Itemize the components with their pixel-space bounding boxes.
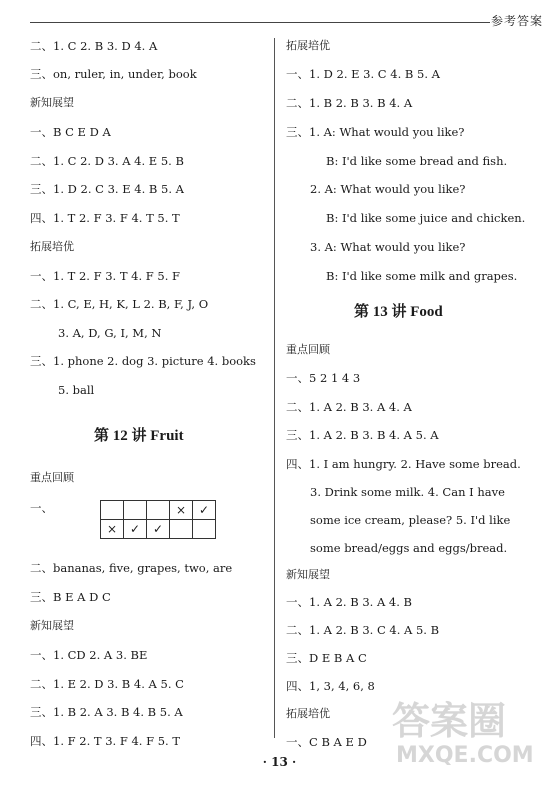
grid-cell xyxy=(193,520,216,539)
answer-row: B: I'd like some milk and grapes. xyxy=(326,269,518,283)
answer-row: 二、1. C, E, H, K, L 2. B, F, J, O xyxy=(30,297,209,311)
section-label: 拓展培优 xyxy=(286,707,330,720)
answer-row: 一、1. A 2. B 3. A 4. B xyxy=(286,595,412,609)
answer-row: B: I'd like some bread and fish. xyxy=(326,154,508,168)
section-label: 重点回顾 xyxy=(30,471,74,484)
answer-row: 三、1. B 2. A 3. B 4. B 5. A xyxy=(30,705,183,719)
answer-row: 一、5 2 1 4 3 xyxy=(286,371,361,385)
grid-cell xyxy=(147,501,170,520)
grid-cell: × xyxy=(101,520,124,539)
answer-row: 三、on, ruler, in, under, book xyxy=(30,67,197,81)
answer-row: 二、1. E 2. D 3. B 4. A 5. C xyxy=(30,677,184,691)
answer-row: 三、D E B A C xyxy=(286,651,367,665)
header-rule xyxy=(30,22,490,23)
answer-row: 三、1. D 2. C 3. E 4. B 5. A xyxy=(30,182,184,196)
lesson-title: 第 12 讲 Fruit xyxy=(94,428,184,444)
grid-cell xyxy=(101,501,124,520)
lesson-title: 第 13 讲 Food xyxy=(354,304,443,320)
grid-cell xyxy=(124,501,147,520)
grid-cell: ✓ xyxy=(124,520,147,539)
watermark-text: 答案圈 xyxy=(392,699,507,743)
answer-row: 一、1. CD 2. A 3. BE xyxy=(30,648,148,662)
section-label: 重点回顾 xyxy=(286,343,330,356)
grid-cell: × xyxy=(170,501,193,520)
section-label: 新知展望 xyxy=(30,619,74,632)
column-divider xyxy=(274,38,275,738)
answer-row: 一、1. D 2. E 3. C 4. B 5. A xyxy=(286,67,440,81)
answer-row: 3. A, D, G, I, M, N xyxy=(58,326,162,340)
answer-row: 二、bananas, five, grapes, two, are xyxy=(30,561,233,575)
grid-cell: ✓ xyxy=(193,501,216,520)
answer-row: 二、1. B 2. B 3. B 4. A xyxy=(286,96,413,110)
section-label: 新知展望 xyxy=(286,568,330,581)
answer-row: some bread/eggs and eggs/bread. xyxy=(310,541,508,555)
section-label: 拓展培优 xyxy=(286,39,330,52)
answer-row: B: I'd like some juice and chicken. xyxy=(326,211,526,225)
answer-row: 一、C B A E D xyxy=(286,735,367,749)
answer-row: 5. ball xyxy=(58,383,95,397)
answer-row: 三、1. A 2. B 3. B 4. A 5. A xyxy=(286,428,439,442)
answer-row: 四、1. T 2. F 3. F 4. T 5. T xyxy=(30,211,180,225)
answer-grid xyxy=(100,500,216,539)
section-label: 新知展望 xyxy=(30,96,74,109)
page-header-title: 参考答案 xyxy=(490,14,543,28)
watermark-logo-icon xyxy=(392,690,552,765)
grid-cell xyxy=(170,520,193,539)
section-label: 拓展培优 xyxy=(30,240,74,253)
answer-row: 四、1, 3, 4, 6, 8 xyxy=(286,679,375,693)
grid-cell: ✓ xyxy=(147,520,170,539)
answer-row: 2. A: What would you like? xyxy=(310,182,466,196)
answer-row: 四、1. F 2. T 3. F 4. F 5. T xyxy=(30,734,181,748)
answer-row-prefix: 一、 xyxy=(30,501,53,515)
answer-row: 3. Drink some milk. 4. Can I have xyxy=(310,485,505,499)
answer-row: 3. A: What would you like? xyxy=(310,240,466,254)
watermark xyxy=(392,690,552,765)
answer-row: 二、1. C 2. D 3. A 4. E 5. B xyxy=(30,154,184,168)
answer-row: some ice cream, please? 5. I'd like xyxy=(310,513,511,527)
answer-row: 二、1. C 2. B 3. D 4. A xyxy=(30,39,158,53)
watermark-sub: MXQE.COM xyxy=(396,743,534,765)
answer-row: 二、1. A 2. B 3. C 4. A 5. B xyxy=(286,623,440,637)
answer-row: 四、1. I am hungry. 2. Have some bread. xyxy=(286,457,521,471)
page-number: · 13 · xyxy=(262,755,297,769)
answer-row: 一、B C E D A xyxy=(30,125,111,139)
answer-row: 一、1. T 2. F 3. T 4. F 5. F xyxy=(30,269,181,283)
answer-row: 三、1. phone 2. dog 3. picture 4. books xyxy=(30,354,256,368)
answer-row: 二、1. A 2. B 3. A 4. A xyxy=(286,400,412,414)
answer-row: 三、B E A D C xyxy=(30,590,111,604)
answer-row: 三、1. A: What would you like? xyxy=(286,125,465,139)
